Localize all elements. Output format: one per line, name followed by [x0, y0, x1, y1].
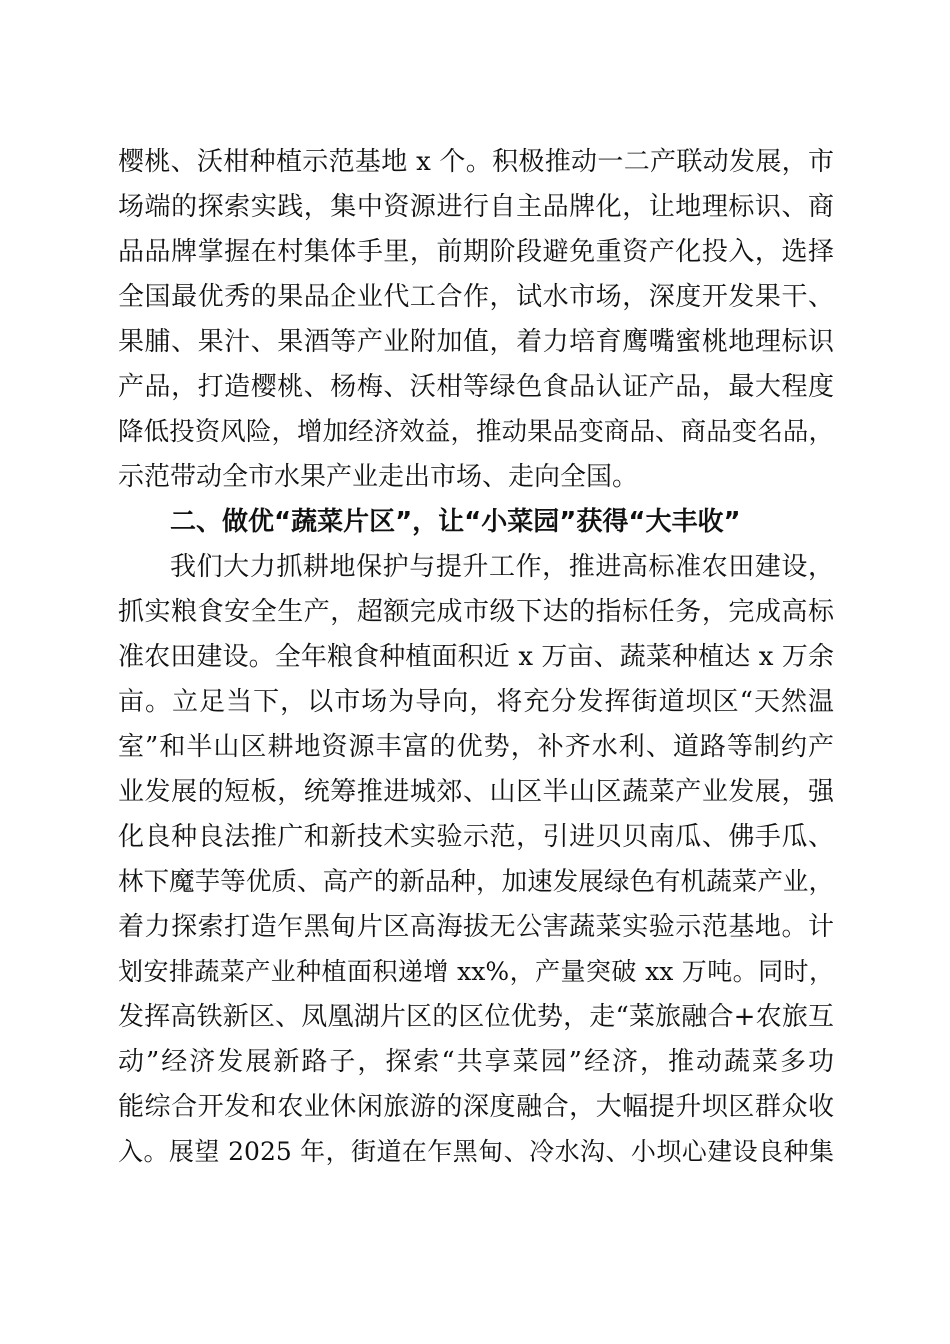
paragraph-line: 准农田建设。全年粮食种植面积近 x 万亩、蔬菜种植达 x 万余 [118, 642, 834, 672]
paragraph-line: 降低投资风险，增加经济效益，推动果品变商品、商品变名品， [118, 417, 834, 447]
section-heading: 二、做优“蔬菜片区”，让“小菜园”获得“大丰收” [170, 507, 741, 537]
paragraph-line: 化良种良法推广和新技术实验示范，引进贝贝南瓜、佛手瓜、 [118, 822, 834, 852]
paragraph-line: 樱桃、沃柑种植示范基地 x 个。积极推动一二产联动发展，市 [118, 147, 834, 177]
paragraph-line: 室”和半山区耕地资源丰富的优势，补齐水利、道路等制约产 [118, 732, 834, 762]
paragraph-line: 果脯、果汁、果酒等产业附加值，着力培育鹰嘴蜜桃地理标识 [118, 327, 834, 357]
paragraph-line: 示范带动全市水果产业走出市场、走向全国。 [118, 462, 639, 492]
paragraph-line: 发挥高铁新区、凤凰湖片区的区位优势，走“菜旅融合+农旅互 [118, 1002, 834, 1032]
paragraph-line: 业发展的短板，统筹推进城郊、山区半山区蔬菜产业发展，强 [118, 777, 834, 807]
paragraph-line: 入。展望 2025 年，街道在乍黑甸、冷水沟、小坝心建设良种集 [118, 1137, 834, 1166]
paragraph-line: 产品，打造樱桃、杨梅、沃柑等绿色食品认证产品，最大程度 [118, 372, 834, 402]
paragraph-line: 全国最优秀的果品企业代工合作，试水市场，深度开发果干、 [118, 282, 834, 312]
paragraph-line: 我们大力抓耕地保护与提升工作，推进高标准农田建设， [170, 552, 834, 582]
paragraph-line: 品品牌掌握在村集体手里，前期阶段避免重资产化投入，选择 [118, 237, 834, 267]
paragraph-line: 能综合开发和农业休闲旅游的深度融合，大幅提升坝区群众收 [118, 1092, 834, 1122]
paragraph-line: 林下魔芋等优质、高产的新品种，加速发展绿色有机蔬菜产业， [118, 867, 834, 897]
paragraph-line: 着力探索打造乍黑甸片区高海拔无公害蔬菜实验示范基地。计 [118, 912, 834, 942]
paragraph-line: 亩。立足当下，以市场为导向，将充分发挥街道坝区“天然温 [118, 687, 834, 717]
paragraph-line: 场端的探索实践，集中资源进行自主品牌化，让地理标识、商 [118, 192, 834, 222]
paragraph-line: 动”经济发展新路子，探索“共享菜园”经济，推动蔬菜多功 [118, 1047, 834, 1077]
paragraph-line: 划安排蔬菜产业种植面积递增 xx%，产量突破 xx 万吨。同时， [118, 957, 834, 986]
paragraph-line: 抓实粮食安全生产，超额完成市级下达的指标任务，完成高标 [118, 597, 834, 627]
